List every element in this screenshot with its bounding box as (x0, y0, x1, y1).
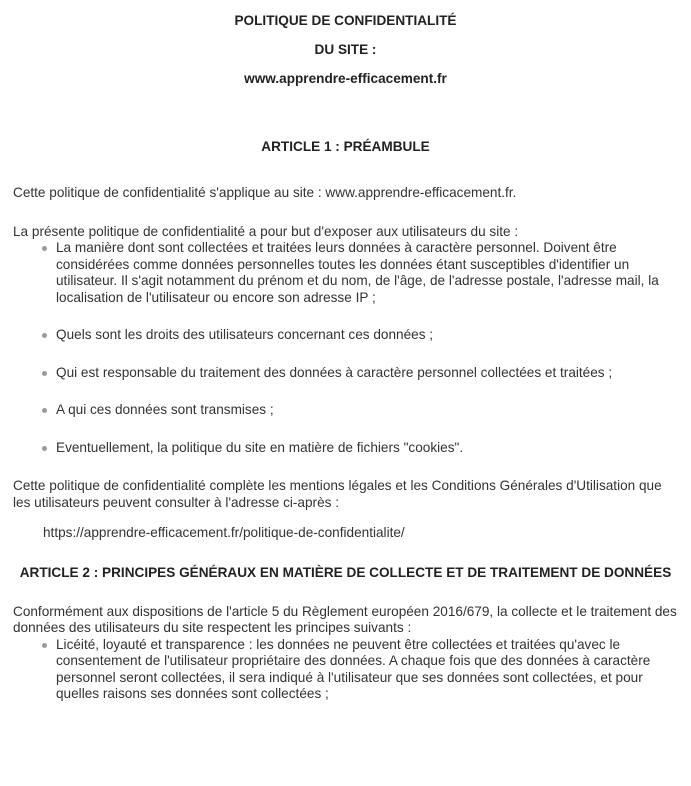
article-1-paragraph-purpose: La présente politique de confidentialité a pour but d'exposer aux utilisateurs du site : (13, 223, 519, 239)
article-1-paragraph-scope: Cette politique de confidentialité s'applique au site : www.apprendre-efficacement.fr. (13, 185, 517, 200)
article-1-paragraph-complement: Cette politique de confidentialité complète les mentions légales et les Conditions Générales d'Utilisation que les utilisateurs peuvent consulter à l'adresse ci-après : (13, 478, 662, 510)
article-2-heading: ARTICLE 2 : PRINCIPES GÉNÉRAUX EN MATIÈRE DE COLLECTE ET DE TRAITEMENT DE DONNÉES (19, 564, 672, 580)
list-item (42, 440, 671, 457)
policy-site-name: www.apprendre-efficacement.fr (244, 71, 447, 86)
list-item (42, 402, 671, 419)
list-item (42, 365, 671, 382)
list-item (42, 637, 671, 703)
list-item-text: Eventuellement, la politique du site en matière de fichiers "cookies". (56, 439, 464, 455)
article-1-list (0, 240, 691, 456)
bullet-icon (42, 408, 47, 413)
policy-title: POLITIQUE DE CONFIDENTIALITÉ (234, 13, 457, 28)
list-item (42, 240, 671, 306)
bullet-icon (42, 246, 47, 251)
list-item-text: Licéité, loyauté et transparence : les données ne peuvent être collectées et traitées qu'avec le consentement de l'utilisateur propriétaire des données. A chaque fois que des données à caractère personnel seront collectées, il sera indiqué à l'utilisateur que ses données sont collectées, et pour quelles raisons ses données sont collectées ; (56, 636, 651, 701)
article-1 (0, 139, 691, 542)
article-1-heading: ARTICLE 1 : PRÉAMBULE (261, 139, 430, 154)
policy-subtitle: DU SITE : (314, 42, 377, 57)
bullet-icon (42, 371, 47, 376)
policy-url: https://apprendre-efficacement.fr/politique-de-confidentialite/ (43, 525, 405, 540)
bullet-icon (42, 333, 47, 338)
list-item-text: A qui ces données sont transmises ; (56, 402, 274, 417)
article-2-list (0, 637, 691, 703)
bullet-icon (42, 446, 47, 451)
list-item-text: Qui est responsable du traitement des données à caractère personnel collectées et traitées ; (56, 364, 613, 380)
list-item-text: Quels sont les droits des utilisateurs concernant ces données ; (56, 327, 434, 342)
article-2 (0, 565, 691, 703)
article-2-paragraph-principles: Conformément aux dispositions de l'article 5 du Règlement européen 2016/679, la collecte et le traitement des données des utilisateurs du site respectent les principes suivants : (13, 603, 677, 635)
list-item (42, 327, 671, 344)
bullet-icon (42, 643, 47, 648)
list-item-text: La manière dont sont collectées et traitées leurs données à caractère personnel. Doivent être considérées comme données personnelles toutes les données étant susceptibles d'identifier un utilisateur. Il s'agit notamment du prénom et du nom, de l'âge, de l'adresse postale, l'adresse mail, la localisation de l'utilisateur ou encore son adresse IP ; (56, 240, 659, 305)
